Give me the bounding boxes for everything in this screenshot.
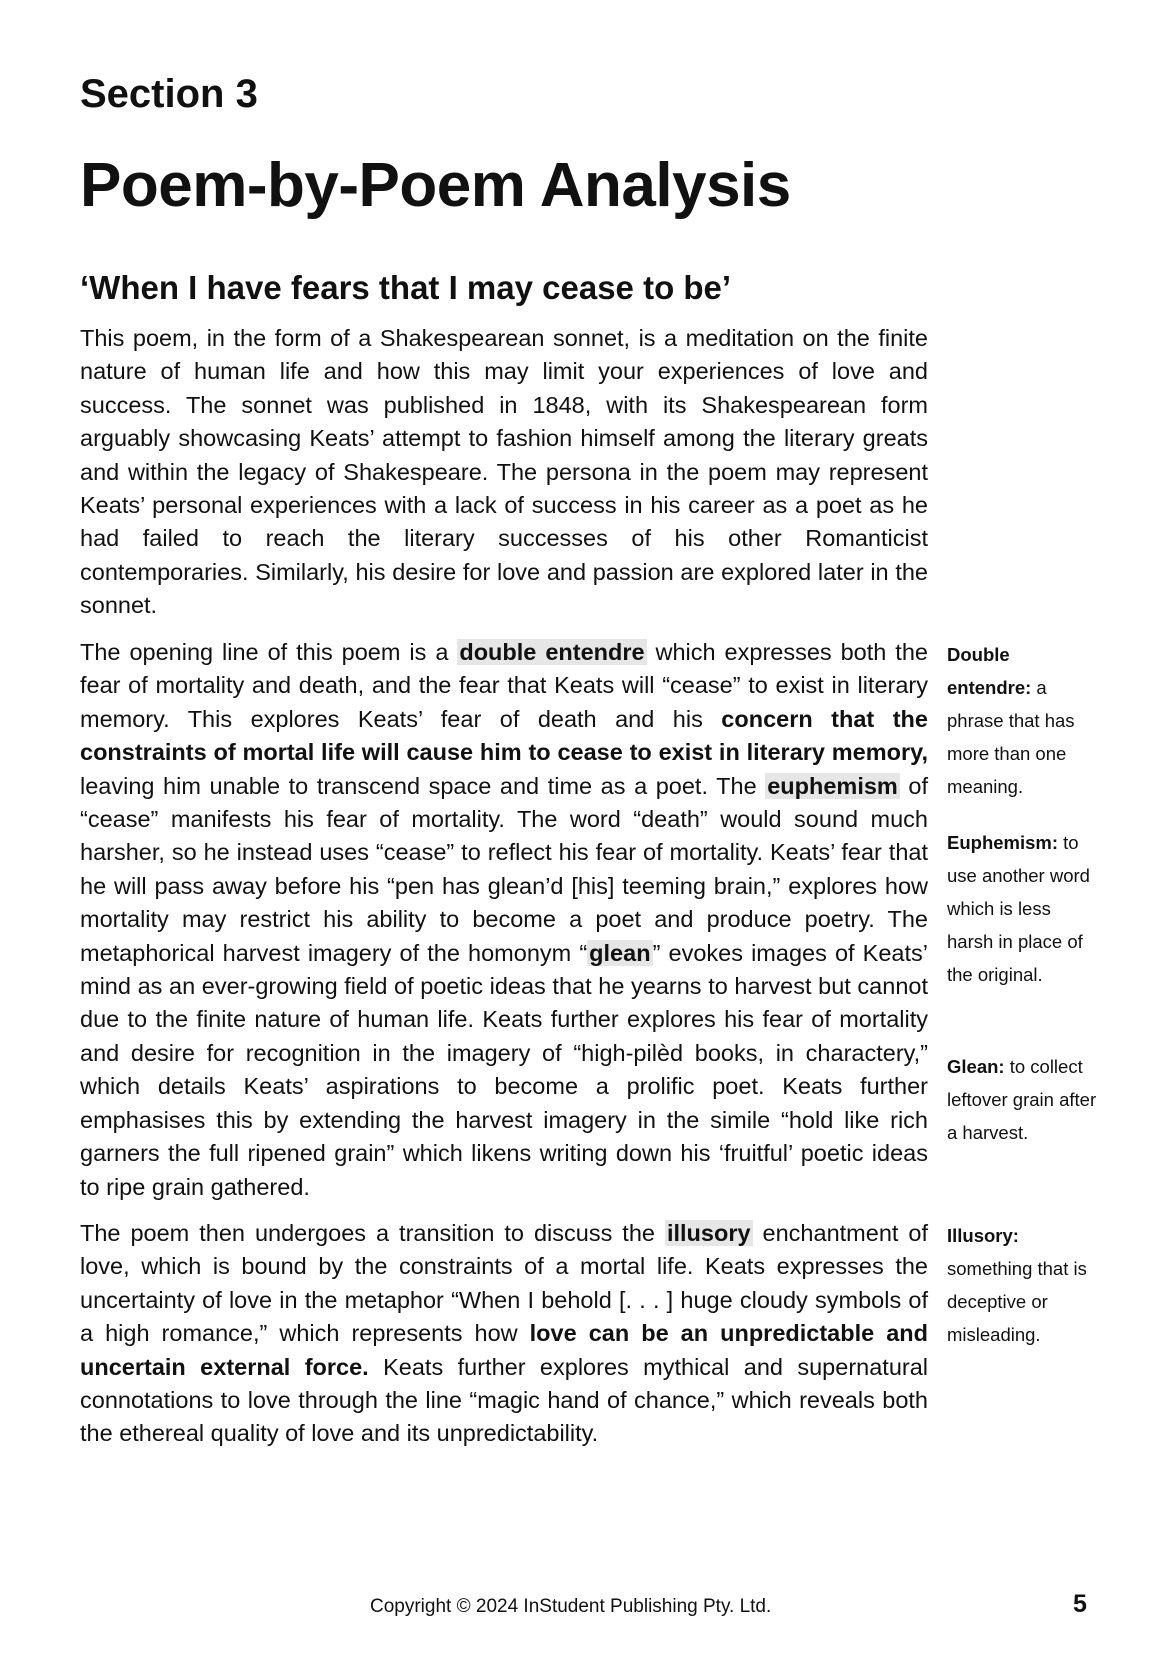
section-label: Section 3	[80, 72, 258, 116]
page-number: 5	[1073, 1590, 1087, 1618]
glossary-term: Euphemism:	[947, 832, 1059, 853]
text-span: Keats further explores mythical and supernatural connotations to love through the line “magic hand of chance,” which reveals both the ethereal quality of love and its unpredictability.	[80, 1353, 928, 1447]
paragraph-intro: This poem, in the form of a Shakespearean sonnet, is a meditation on the finite nature of human life and how this may limit your experiences of love and success. The sonnet was published in 1848, with its Shakespearean form arguably showcasing Keats’ attempt to fashion himself among the literary greats and within the legacy of Shakespeare. The persona in the poem may represent Keats’ personal experiences with a lack of success in his career as a poet as he had failed to reach the literary successes of his other Romanticist contemporaries. Similarly, his desire for love and passion are explored later in the sonnet.	[80, 325, 928, 619]
highlight-euphemism: euphemism	[767, 772, 898, 799]
text-span: leaving him unable to transcend space and time as a poet. The	[80, 772, 766, 799]
bold-text: love can be an unpredictable and uncertain external force.	[80, 1320, 928, 1380]
text-span: The opening line of this poem is a	[80, 639, 458, 665]
text-span: which expresses both the fear of mortality and death, and the fear that Keats will “cease” to exist in literary memory. This explores Keats’ fear of death and his	[80, 639, 928, 732]
text-span: enchantment of love, which is bound by the constraints of a mortal life. Keats expresses the uncertainty of love in the metaphor “When I behold [. . . ] huge cloudy symbols of a high romance,” which represents how	[80, 1220, 928, 1347]
poem-title: ‘When I have fears that I may cease to be’	[80, 269, 732, 306]
paragraph-love	[80, 1217, 928, 1451]
highlight-double-entendre: double entendre	[459, 639, 645, 665]
highlight-glean: glean	[589, 939, 651, 966]
paragraph-mortality	[80, 636, 928, 1204]
footer-copyright: Copyright © 2024 InStudent Publishing Pty. Ltd.	[370, 1596, 772, 1617]
glossary-definition: to use another word which is less harsh in place of the original.	[947, 832, 1090, 985]
glossary-note-illusory	[947, 1219, 1097, 1351]
glossary-definition: something that is deceptive or misleading.	[947, 1258, 1087, 1345]
highlight-illusory: illusory	[666, 1220, 751, 1246]
glossary-note-double-entendre	[947, 638, 1097, 803]
glossary-definition: to collect leftover grain after a harvest.	[947, 1056, 1097, 1143]
bold-text: concern that the constraints of mortal life will cause him to cease to exist in literary memory,	[80, 705, 928, 766]
glossary-note-euphemism	[947, 826, 1097, 991]
text-span: of “cease” manifests his fear of mortality. The word “death” would sound much harsher, so he instead uses “cease” to reflect his fear of mortality. Keats’ fear that he will pass away before his “pen has glean’d [his] teeming brain,” explores how mortality may restrict his ability to become a poet and produce poetry. The metaphorical harvest imagery of the homonym “	[80, 772, 928, 966]
glossary-note-glean	[947, 1050, 1097, 1149]
glossary-term: Glean:	[947, 1056, 1005, 1077]
glossary-term: Double entendre:	[947, 644, 1032, 698]
page-title: Poem-by-Poem Analysis	[80, 151, 791, 220]
glossary-term: Illusory:	[947, 1225, 1019, 1246]
text-span: The poem then undergoes a transition to discuss the	[80, 1220, 665, 1246]
text-span: ” evokes images of Keats’ mind as an ever-growing field of poetic ideas that he yearns to harvest but cannot due to the finite nature of human life. Keats further explores his fear of mortality and desire for recognition in the imagery of “high-pilèd books, in charactery,” which details Keats’ aspirations to become a prolific poet. Keats further emphasises this by extending the harvest imagery in the simile “hold like rich garners the full ripened grain” which likens writing down his ‘fruitful’ poetic ideas to ripe grain gathered.	[80, 939, 928, 1200]
glossary-definition: a phrase that has more than one meaning.	[947, 677, 1075, 797]
